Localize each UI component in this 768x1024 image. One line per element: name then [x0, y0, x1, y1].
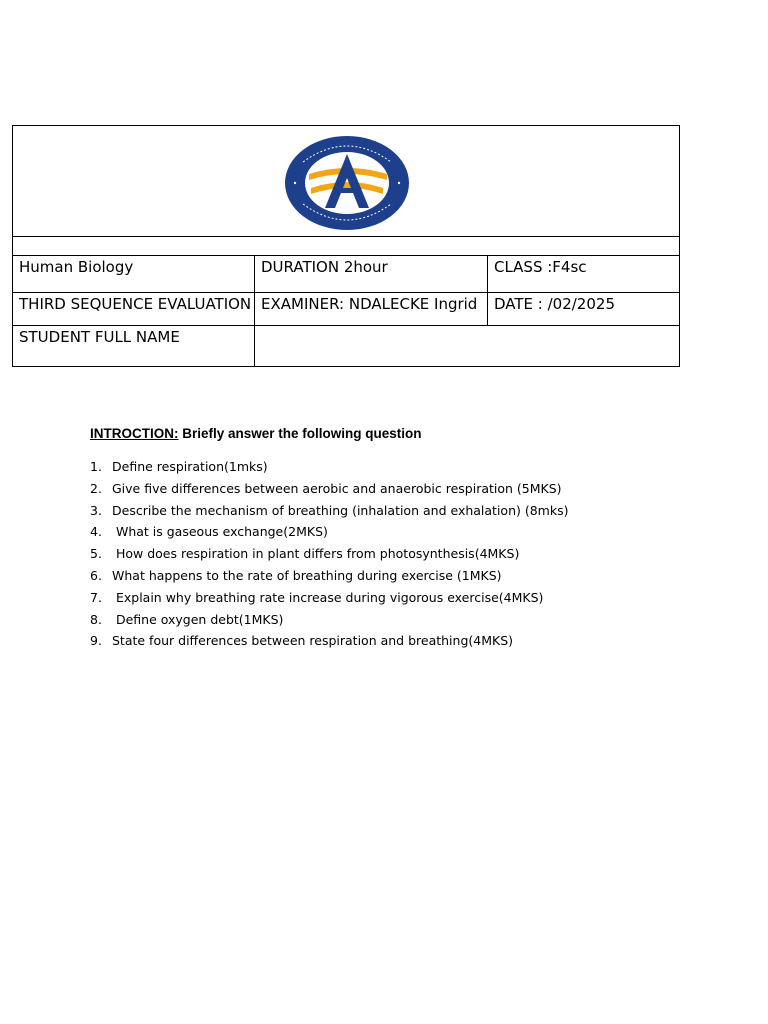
question-text: Give five differences between aerobic and anaerobic respiration (5MKS) — [112, 480, 562, 496]
question-text: How does respiration in plant differs from photosynthesis(4MKS) — [112, 546, 520, 562]
logo-border-gap — [277, 126, 415, 129]
instructions-text: Briefly answer the following question — [178, 426, 422, 441]
question-number: 7. — [90, 589, 102, 605]
spacer-row — [13, 237, 680, 256]
question-text: Define oxygen debt(1MKS) — [112, 611, 284, 627]
question-item — [90, 632, 568, 654]
examiner-cell: EXAMINER: NDALECKE Ingrid — [255, 293, 488, 326]
question-number: 2. — [90, 480, 102, 496]
question-text: What is gaseous exchange(2MKS) — [112, 524, 328, 540]
student-name-label: STUDENT FULL NAME — [13, 326, 255, 367]
question-item — [90, 480, 568, 502]
question-item — [90, 567, 568, 589]
question-item — [90, 589, 568, 611]
question-number: 3. — [90, 502, 102, 518]
question-number: 8. — [90, 611, 102, 627]
logo-cell — [13, 126, 680, 237]
question-item — [90, 523, 568, 545]
subject-cell: Human Biology — [13, 256, 255, 293]
spacer-cell — [13, 237, 680, 256]
exam-header-table — [12, 125, 680, 367]
student-name-field[interactable] — [255, 326, 680, 367]
info-row-evaluation — [13, 293, 680, 326]
question-item — [90, 611, 568, 633]
question-number: 5. — [90, 546, 102, 562]
question-text: State four differences between respiration and breathing(4MKS) — [112, 633, 514, 649]
date-cell: DATE : /02/2025 — [488, 293, 680, 326]
question-number: 9. — [90, 633, 102, 649]
school-seal-logo — [283, 132, 411, 232]
question-number: 1. — [90, 459, 102, 474]
duration-cell: DURATION 2hour — [255, 256, 488, 293]
class-cell: CLASS :F4sc — [488, 256, 680, 293]
question-list — [90, 458, 568, 654]
info-row-student — [13, 326, 680, 367]
logo-row — [13, 126, 680, 237]
question-text: What happens to the rate of breathing during exercise (1MKS) — [112, 567, 502, 583]
question-item — [90, 545, 568, 567]
evaluation-cell: THIRD SEQUENCE EVALUATION — [13, 293, 255, 326]
instructions-lead: INTROCTION: — [90, 426, 179, 441]
question-text: Define respiration(1mks) — [112, 459, 268, 474]
question-number: 6. — [90, 567, 102, 583]
instructions — [90, 426, 422, 441]
question-text: Explain why breathing rate increase during vigorous exercise(4MKS) — [112, 589, 544, 605]
info-row-subject — [13, 256, 680, 293]
question-item — [90, 502, 568, 524]
question-item — [90, 458, 568, 480]
question-number: 4. — [90, 524, 102, 540]
question-text: Describe the mechanism of breathing (inhalation and exhalation) (8mks) — [112, 502, 569, 518]
